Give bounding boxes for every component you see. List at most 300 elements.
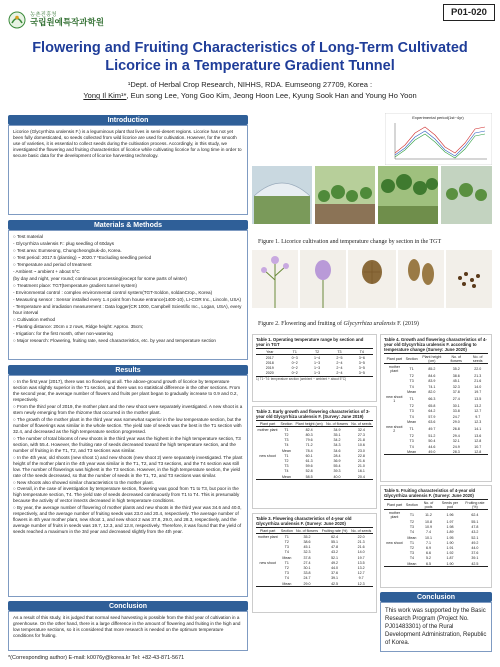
table5-body xyxy=(384,510,488,567)
table-cell: 50.4 xyxy=(428,439,436,444)
table-cell: 6.9 xyxy=(425,546,431,551)
table-cell: 1.89 xyxy=(446,530,454,535)
table-row xyxy=(384,449,488,455)
results-item: ○ In the first year (2017), there was no flowering at all. The above-ground growth of licorice by temperature section was slightly superior in the T1 section, and there was no statistical difference in the other sections. From the second year, the average number of flowers and fruits per plant began to gradually increase to 0.9 and 0.2, respectively. xyxy=(13,379,241,402)
table1-title: Table 1. Operating temperature range by section and year in TGT xyxy=(256,337,364,348)
table-cell: T4 xyxy=(409,530,415,535)
table-cell: 71.2 xyxy=(305,443,313,448)
table-cell: 29.0 xyxy=(294,581,320,587)
table-cell: 39.3 xyxy=(333,469,341,474)
table-cell: 14.0 xyxy=(474,384,482,389)
table-cell: T4 xyxy=(284,443,289,448)
table-row xyxy=(384,510,488,520)
table-cell: 2~4 xyxy=(328,371,350,377)
poster-id: P01-020 xyxy=(443,4,495,21)
table-cell: 51.2 xyxy=(428,434,436,439)
conclusion-text: As a result of this study, it is judged that normal seed harvesting is possible from the third year of cultivation in a greenhouse. On the other hand, there is a large difference in the amount of flowering and fruiting in the high and low temperature sections, so it is considered that more research is needed on the optimum temperature conditions for fruiting. xyxy=(13,615,241,638)
results-box xyxy=(8,375,248,597)
results-item: ○ From the third year of 2019, the mother plant and the new shoot were separately investigated. A new shoot is a stem newly emerging from the rhizome that occurred in the mother plant. xyxy=(13,403,243,415)
table-cell: T4 xyxy=(409,414,414,419)
table-cell: 3~6 xyxy=(358,355,365,360)
methods-item: ○ Test area: Eumseong, Chungcheongbuk-do, Korea. xyxy=(13,247,122,253)
table-cell: 1~4 xyxy=(314,355,321,360)
table-cell: 42.5 xyxy=(320,581,350,587)
results-item: ○ Overall, in the case of investigation by temperature section, flowering was good from T1 to T3, but poor in the high temperature section, T4. The yield rate of seeds decreased continuously from T1 to T4. This is presumably because the activity of vector insects decreased in high temperature conditions. xyxy=(13,486,240,504)
table5-header: No. of pods xyxy=(419,500,438,510)
table-cell: 52.8 xyxy=(305,469,313,474)
table-cell: 32.4 xyxy=(357,427,365,432)
table-cell: 37.8 xyxy=(452,389,460,394)
table-cell: 9.7 xyxy=(358,576,364,581)
table-cell: 0~3 xyxy=(291,355,298,360)
table-cell: 10.1 xyxy=(424,535,432,540)
table-cell: 57.9 xyxy=(428,414,436,419)
table-cell: 1.95 xyxy=(446,535,454,540)
table-cell: 36.9 xyxy=(333,459,341,464)
table-cell: T3 xyxy=(409,525,415,530)
table-cell xyxy=(384,449,405,455)
table-cell: 84.6 xyxy=(428,374,436,379)
table-cell: T2 xyxy=(409,434,414,439)
table-cell: 35.1 xyxy=(333,433,341,438)
table-cell: 10.8 xyxy=(424,520,432,525)
table-cell: 24.7 xyxy=(303,576,311,581)
table-cell: 21.3 xyxy=(474,374,482,379)
table-cell: 13.6 xyxy=(474,434,482,439)
table3-header: Fruiting rate (%) xyxy=(321,528,348,533)
table-cell: 20.4 xyxy=(350,474,373,480)
table3-header: Section xyxy=(280,528,293,533)
table-cell: T1 xyxy=(284,560,289,565)
table-cell: Mean xyxy=(407,535,417,540)
table5-header: Seeds per pod xyxy=(438,500,462,510)
table-cell: 64.2 xyxy=(428,409,436,414)
table-cell: 66.3 xyxy=(428,397,436,401)
table-cell: T1 xyxy=(284,534,289,539)
table-cell: 78.4 xyxy=(305,448,313,453)
table-cell: 58.5 xyxy=(294,474,325,480)
table1-header: T4 xyxy=(351,349,373,355)
table-cell: 82.0 xyxy=(428,389,436,394)
table-cell: T3 xyxy=(284,438,289,443)
table4-grid xyxy=(384,353,488,455)
table-cell: 27.3 xyxy=(357,433,365,438)
introduction-heading: Introduction xyxy=(8,115,248,125)
table-row xyxy=(256,581,373,587)
table-cell: 23.0 xyxy=(357,448,365,453)
table-cell: T2 xyxy=(409,546,415,551)
table-cell: 13.2 xyxy=(357,566,365,571)
table-cell: 40.0 xyxy=(324,474,349,480)
table-cell: 47.8 xyxy=(331,545,339,550)
table-cell: T4 xyxy=(284,576,289,581)
table-cell xyxy=(384,561,405,567)
table-cell: T4 xyxy=(284,469,289,474)
table-cell: T1 xyxy=(409,397,414,401)
table-cell: 12.7 xyxy=(474,409,482,414)
figure2-caption-suffix: F. (2019) xyxy=(395,321,419,327)
table-cell: 24.9 xyxy=(452,444,460,449)
table-cell: 2018 xyxy=(265,361,274,366)
table3-header: No. of flowers xyxy=(296,528,319,533)
table-cell: 21.0 xyxy=(357,464,365,469)
table2-grid xyxy=(256,420,373,480)
table-cell: 2~4 xyxy=(336,361,343,366)
table-cell: Mean xyxy=(279,474,294,480)
table4-header: No. of flowers xyxy=(445,354,467,364)
table-cell: 1.90 xyxy=(438,561,462,567)
table-cell: 7.1 xyxy=(425,540,431,545)
results-item: ○ By year, the average number of flowering of mother plants and new shoots in the third year was 34.6 and 40.0, respectively, and the average number of fruiting seeds was 23.0 and 20.4, respectively. The average number of flowers in 4th year mother plant, new shoot 1, and new shoot 2 was 37.8, 29.0, and 28.3, respectively, and the average number of fruits in seeds was 19.7, 12.3, and 12.8, respectively. Therefore, it was found that the yield of seeds reached a maximum in the 3rd year and decreased slightly from the 4th year. xyxy=(13,505,242,535)
table-row xyxy=(384,424,488,433)
table-cell: 74.1 xyxy=(428,384,436,389)
table-cell: 29.0 xyxy=(452,419,460,424)
methods-item: (by day and night, year round; continuous processing(except for some parts of winter) xyxy=(13,275,187,281)
table5-header: Fruiting rate (%) xyxy=(462,500,488,510)
table-cell: T1 xyxy=(409,426,414,431)
table-cell: new shoot xyxy=(259,560,276,565)
temperature-chart-title: Experimental period(1st~4yr) xyxy=(412,115,464,120)
table-cell: Mean xyxy=(279,581,294,587)
table-cell: 10.9 xyxy=(424,525,432,530)
methods-heading: Materials & Methods xyxy=(8,220,248,230)
table-cell: 13.5 xyxy=(357,560,365,565)
results-item: ○ In the 4th year, old shoots (new shoot 1) and new shoots (new shoot 2) were separately investigated. The plant height of the mother plant in the 4th year was similar in the T1, T2, and T3 sections, and the T4 section was still low. The number of flowerings was highest in the T3 section. However, in the high temperature section, the yield rate of the seeds decreased, so that the number of seeds in the T1, T2, and T3 sections was similar. xyxy=(13,454,243,478)
table1-grid xyxy=(256,348,373,377)
table-cell: T1 xyxy=(409,512,415,517)
results-heading: Results xyxy=(8,365,248,375)
logo-text-line1: 농촌진흥청 xyxy=(30,11,57,18)
table5 xyxy=(380,485,492,588)
table-cell: 85.2 xyxy=(428,367,436,372)
table1-body xyxy=(256,355,373,377)
table2-header: No. of seeds xyxy=(351,421,372,426)
table-cell: 34.2 xyxy=(333,438,341,443)
table-cell: new shoot xyxy=(259,453,276,458)
table-cell: 32.3 xyxy=(452,384,460,389)
table-cell: 12.8 xyxy=(474,439,482,444)
table-cell: T3 xyxy=(409,439,414,444)
temperature-change-chart xyxy=(385,113,492,165)
table-cell: 1.97 xyxy=(446,520,454,525)
table-cell: new shoot 1 xyxy=(386,395,403,403)
table-cell: 14.0 xyxy=(357,550,365,555)
flowering-fruiting-photos xyxy=(252,250,492,310)
table-cell: 21.6 xyxy=(474,379,482,384)
figure2-caption-species: Glycyrrhiza uralensis xyxy=(343,321,396,327)
table-cell: 19.7 xyxy=(474,389,482,394)
table-cell: T3 xyxy=(409,379,414,384)
table-cell: Mean xyxy=(407,419,417,424)
table4-header: No. of seeds xyxy=(467,354,488,364)
table-cell: T2 xyxy=(284,433,289,438)
table-cell xyxy=(256,581,279,587)
presenting-author: Yong Il Kim¹* xyxy=(83,91,127,100)
table2-body xyxy=(256,427,373,480)
table-cell: 19.7 xyxy=(357,555,365,560)
table-cell: Mean xyxy=(405,561,419,567)
table5-title: Table 5. Fruiting characteristics of 4-year old Glycyrrhiza uralensis F. (Survey: June 2020) xyxy=(384,488,476,499)
table-cell: 14.1 xyxy=(474,426,482,431)
table-cell: T3 xyxy=(284,545,289,550)
table-cell: 3~5 xyxy=(358,366,365,371)
table4-header: Plant height (cm) xyxy=(419,354,445,364)
table-cell: 43.2 xyxy=(331,550,339,555)
table-cell: 60.1 xyxy=(305,453,313,458)
table-cell: 52.1 xyxy=(331,555,339,560)
tgt-cultivation-photos xyxy=(252,166,492,228)
table-cell: mother plant xyxy=(257,427,278,432)
table-cell: T1 xyxy=(284,453,289,458)
table-cell: 34.6 xyxy=(333,448,341,453)
table-cell: 79.6 xyxy=(305,438,313,443)
table-cell: 10.6 xyxy=(357,443,365,448)
table-cell: T3 xyxy=(409,409,414,414)
table-cell: 65.8 xyxy=(428,404,436,409)
table5-header: Plant part xyxy=(384,500,405,510)
table-cell: new shoot 2 xyxy=(386,424,403,433)
table-cell: 38.6 xyxy=(452,374,460,379)
co-authors: , Eun song Lee, Yong Goo Kim, Jeong Hoon Lee, Kyung Sook Han and Young Ho Yoon xyxy=(126,91,417,100)
table-cell: 2017 xyxy=(265,355,274,360)
table-cell: 32.3 xyxy=(303,550,311,555)
table-cell: 3~5 xyxy=(358,361,365,366)
table-cell: 13.2 xyxy=(474,404,482,409)
table-cell: 26.8 xyxy=(452,426,460,431)
table3-header: No. of seeds xyxy=(351,528,372,533)
table-cell: 63.6 xyxy=(428,419,436,424)
table-cell: 38.6 xyxy=(303,540,311,545)
table-cell: 39.1 xyxy=(331,576,339,581)
poster-title: Flowering and Fruiting Characteristics of Long-Term Cultivated Licorice in a Temperature Gradient Tunnel xyxy=(32,40,468,74)
table-cell: 9.7 xyxy=(475,414,481,419)
table5-grid xyxy=(384,499,488,567)
table-cell: Mean xyxy=(282,555,292,560)
methods-item: ○ Test material xyxy=(13,234,44,239)
table-cell: 28.4 xyxy=(333,453,341,458)
table4-body xyxy=(384,364,488,455)
table-cell: 44.0 xyxy=(471,546,479,551)
table-cell: 49.0 xyxy=(419,449,445,455)
methods-item: - Temperature and irradiation measurement : Data logger(CR 1000, Campbell Scientific Inc., Logan, USA), every hour interval xyxy=(13,303,242,315)
table-cell: Mean xyxy=(405,449,419,455)
figure2-caption xyxy=(258,321,488,327)
table-cell: T3 xyxy=(409,551,415,556)
methods-list xyxy=(9,231,247,348)
table-cell: 28.3 xyxy=(445,449,467,455)
table-cell: T2 xyxy=(409,520,415,525)
table-cell: 12.3 xyxy=(474,419,482,424)
table-cell: T1 xyxy=(409,367,414,372)
table-cell: 49.2 xyxy=(471,540,479,545)
table-cell: mother plant xyxy=(388,510,401,519)
table1-header: T2 xyxy=(306,349,328,355)
table3-body xyxy=(256,534,373,587)
table-cell: 44.0 xyxy=(331,566,339,571)
table-cell: 21.8 xyxy=(357,438,365,443)
table-cell: 30.1 xyxy=(303,566,311,571)
table2-title: Table 2. Early growth and flowering characteristics of 3-year old Glycyrrhiza uralensis F. (Survey: June 2019) xyxy=(256,409,370,420)
table-cell: 29.4 xyxy=(452,434,460,439)
table-cell: 33.8 xyxy=(452,409,460,414)
table-row xyxy=(384,364,488,374)
table-row xyxy=(384,561,488,567)
table-cell: 2~4 xyxy=(336,366,343,371)
methods-item: - Planting distance: 20cm x 2 rows, Ridge height: Approx. 35cm; xyxy=(13,323,144,329)
table2-header: Plant height (cm) xyxy=(295,421,323,426)
table-cell: T4 xyxy=(409,444,414,449)
table3-header: Plant part xyxy=(256,528,279,534)
table-cell: 12.8 xyxy=(467,449,488,455)
table3 xyxy=(252,513,377,613)
table3-grid xyxy=(256,527,373,587)
table-cell: 62.4 xyxy=(471,512,479,517)
table-cell: 37.8 xyxy=(303,555,311,560)
conclusion-box xyxy=(8,611,248,651)
table-cell: Mean xyxy=(407,389,417,394)
table2-header: Plant part xyxy=(256,421,279,427)
table-cell: T4 xyxy=(409,384,414,389)
table-cell: 21.6 xyxy=(357,459,365,464)
results-item: ○ The growth of the mother plant in the third year was somewhat superior in the low temperature section, but the number of flowerings was similar in the whole section. The yield rate of seeds was the best in the T1 section with 32.4, and decreased as the high temperature section progressed. xyxy=(13,416,242,434)
table4-header: Section xyxy=(405,354,419,364)
table-cell: 16.1 xyxy=(357,469,365,474)
table-cell: 6.5 xyxy=(419,561,438,567)
table-cell: 1~3 xyxy=(314,366,321,371)
table-cell: 1~3 xyxy=(306,371,328,377)
table-cell: 37.6 xyxy=(471,551,479,556)
table-cell: 62.4 xyxy=(331,534,339,539)
table-cell: 1~3 xyxy=(314,361,321,366)
methods-item: - Glycyrrhiza uralensis F.: plug seedling of 60days xyxy=(13,240,115,246)
table-cell: 32.1 xyxy=(452,439,460,444)
table-cell: 1.92 xyxy=(446,551,454,556)
acknowledgement-box xyxy=(380,602,492,652)
table2-header: No. of flowers xyxy=(326,421,349,426)
table-cell: 37.6 xyxy=(331,571,339,576)
table-cell: T4 xyxy=(284,550,289,555)
table-cell: 55.4 xyxy=(333,464,341,469)
table-cell: 2~5 xyxy=(336,355,343,360)
table1-header: T3 xyxy=(328,349,350,355)
table-cell: mother plant xyxy=(257,534,278,539)
acknowledgement-text: This work was supported by the Basic Research Program (Project No. PJ01483301) of the Rural Development Administration, Republic of Korea. xyxy=(385,608,487,647)
table4 xyxy=(380,334,492,482)
table-cell: 21.3 xyxy=(357,540,365,545)
table-cell: T1 xyxy=(409,540,415,545)
table-cell: 44.6 xyxy=(428,444,436,449)
table3-title: Table 3. Flowering characteristics of 4-year old Glycyrrhiza uralensis F. (Survey: June 2020) xyxy=(256,516,352,527)
methods-item: ○ Temperature and period of treatment xyxy=(13,261,92,267)
table-cell: 82.4 xyxy=(305,427,313,432)
methods-item: - Measuring sensor : Sensor installed every 1.4 point from house entrance(1400-10), LI-COR Inc., Lincoln, USA) xyxy=(13,296,242,302)
table-cell: 33.8 xyxy=(303,571,311,576)
table-cell: 27.4 xyxy=(452,397,460,401)
results-item: ○ The number of total blooms of new shoots in the third year was the highest in the high temperature section, T3 section, with 55.4. However, the fruiting rate of seeds decreased toward the high temperature section, and the number of fruiting in the T1, T2, and T3 sections was similar. xyxy=(13,435,241,453)
methods-item: - Ambient ~ ambient + about 5°C xyxy=(13,268,80,274)
table-cell: T2 xyxy=(284,459,289,464)
table-row xyxy=(384,394,488,403)
methods-item: ○ Treatment place: TGT(temperature gradient tunnel system) xyxy=(13,282,137,288)
table-row xyxy=(256,371,373,377)
table-cell: 55.1 xyxy=(331,540,339,545)
table-cell: 1.87 xyxy=(446,556,454,561)
table-cell: 30.1 xyxy=(452,404,460,409)
table-cell: 12.7 xyxy=(357,571,365,576)
table-cell: 1.96 xyxy=(446,512,454,517)
table1-header: Year xyxy=(256,349,284,355)
table-cell: 6.6 xyxy=(425,551,431,556)
figure1-caption: Figure 1. Licorice cultivation and temperature change by section in the TGT xyxy=(258,239,442,245)
table2 xyxy=(252,406,377,509)
table-cell: 0~2 xyxy=(284,371,306,377)
table-cell: 2019 xyxy=(265,366,274,371)
table-cell: 0~2 xyxy=(291,361,298,366)
table-cell: 10.7 xyxy=(474,444,482,449)
table-cell: new shoot xyxy=(386,540,403,545)
table-cell: 7.4 xyxy=(425,530,431,535)
methods-item: - Environmental control : complex environmental control system(TGT-Soldon, soldanCrop., Korea) xyxy=(13,289,213,295)
table-cell: 1.91 xyxy=(446,546,454,551)
table-cell: 1.98 xyxy=(446,525,454,530)
table-cell: 39.1 xyxy=(471,556,479,561)
table5-header: Section xyxy=(405,500,419,510)
table-cell: 42.5 xyxy=(462,561,488,567)
table-cell: 35.2 xyxy=(303,534,311,539)
table-cell: 47.8 xyxy=(471,525,479,530)
table-cell: 12.3 xyxy=(349,581,373,587)
table-cell: 52.1 xyxy=(471,535,479,540)
table2-header: Section xyxy=(280,421,293,426)
table-cell: 59.6 xyxy=(305,464,313,469)
table-cell: 13.5 xyxy=(474,397,482,401)
table-cell: T3 xyxy=(284,464,289,469)
table-cell: 24.7 xyxy=(452,414,460,419)
table-cell: 0~2 xyxy=(291,366,298,371)
table-cell: Mean xyxy=(281,448,291,453)
table-cell: T2 xyxy=(409,374,414,379)
table-row xyxy=(256,474,373,480)
methods-item: ○ Major research: Flowering, fruiting rate, seed characteristics, etc. by year and temperature section xyxy=(13,337,216,343)
table4-title: Table 4. Growth and flowering characteristics of 4-year old Glycyrrhiza uralensis F. according to temperature change (Survey: June 2020) xyxy=(384,337,487,353)
table-cell: 45.1 xyxy=(303,545,311,550)
rda-logo-icon xyxy=(8,11,26,29)
table-cell: T3 xyxy=(284,571,289,576)
table-cell: T2 xyxy=(284,540,289,545)
table-cell: 22.0 xyxy=(357,534,365,539)
methods-item: ○ Cultivation method xyxy=(13,316,56,322)
table-cell: 27.4 xyxy=(303,560,311,565)
table-cell: T4 xyxy=(409,556,415,561)
logo xyxy=(8,6,138,34)
table1-note: 1) T1~T4: temperature section (ambient ~ ambient + about 5°C) xyxy=(256,377,347,382)
table-cell: 34.3 xyxy=(333,443,341,448)
table-cell: 35.2 xyxy=(452,367,460,372)
table-cell: 2020 xyxy=(256,371,284,377)
introduction-box xyxy=(8,125,248,215)
introduction-text: Licorice (Glycyrrhiza uralensis F.) is a leguminous plant that lives in semi-desert regions. Licorice has not yet been fully domesticated, so seeds collected from wild licorice are used for cultivation. However, for the smooth use of varieties, it is essential to collect seeds during the cultivation process. Accordingly, in this study, we investigated the flowering and fruiting characteristics of licorice while cultivating licorice for a long time in order to secure basic data for the development of licorice harvesting technology. xyxy=(13,129,242,158)
figure2-caption-prefix: Figure 2. Flowering and fruiting of xyxy=(258,321,344,327)
table-cell: mother plant xyxy=(388,365,400,374)
table-cell: T2 xyxy=(409,404,414,409)
table-cell: 11.2 xyxy=(425,512,432,517)
table-cell: 45.1 xyxy=(452,379,460,384)
table4-header: Plant part xyxy=(384,354,405,364)
table-cell: 34.9 xyxy=(333,427,341,432)
table-cell xyxy=(256,474,279,480)
conclusion-heading: Conclusion xyxy=(8,601,248,611)
affiliation: ¹Dept. of Herbal Crop Research, NIHHS, RDA. Eumseong 27709, Korea : xyxy=(127,80,373,89)
